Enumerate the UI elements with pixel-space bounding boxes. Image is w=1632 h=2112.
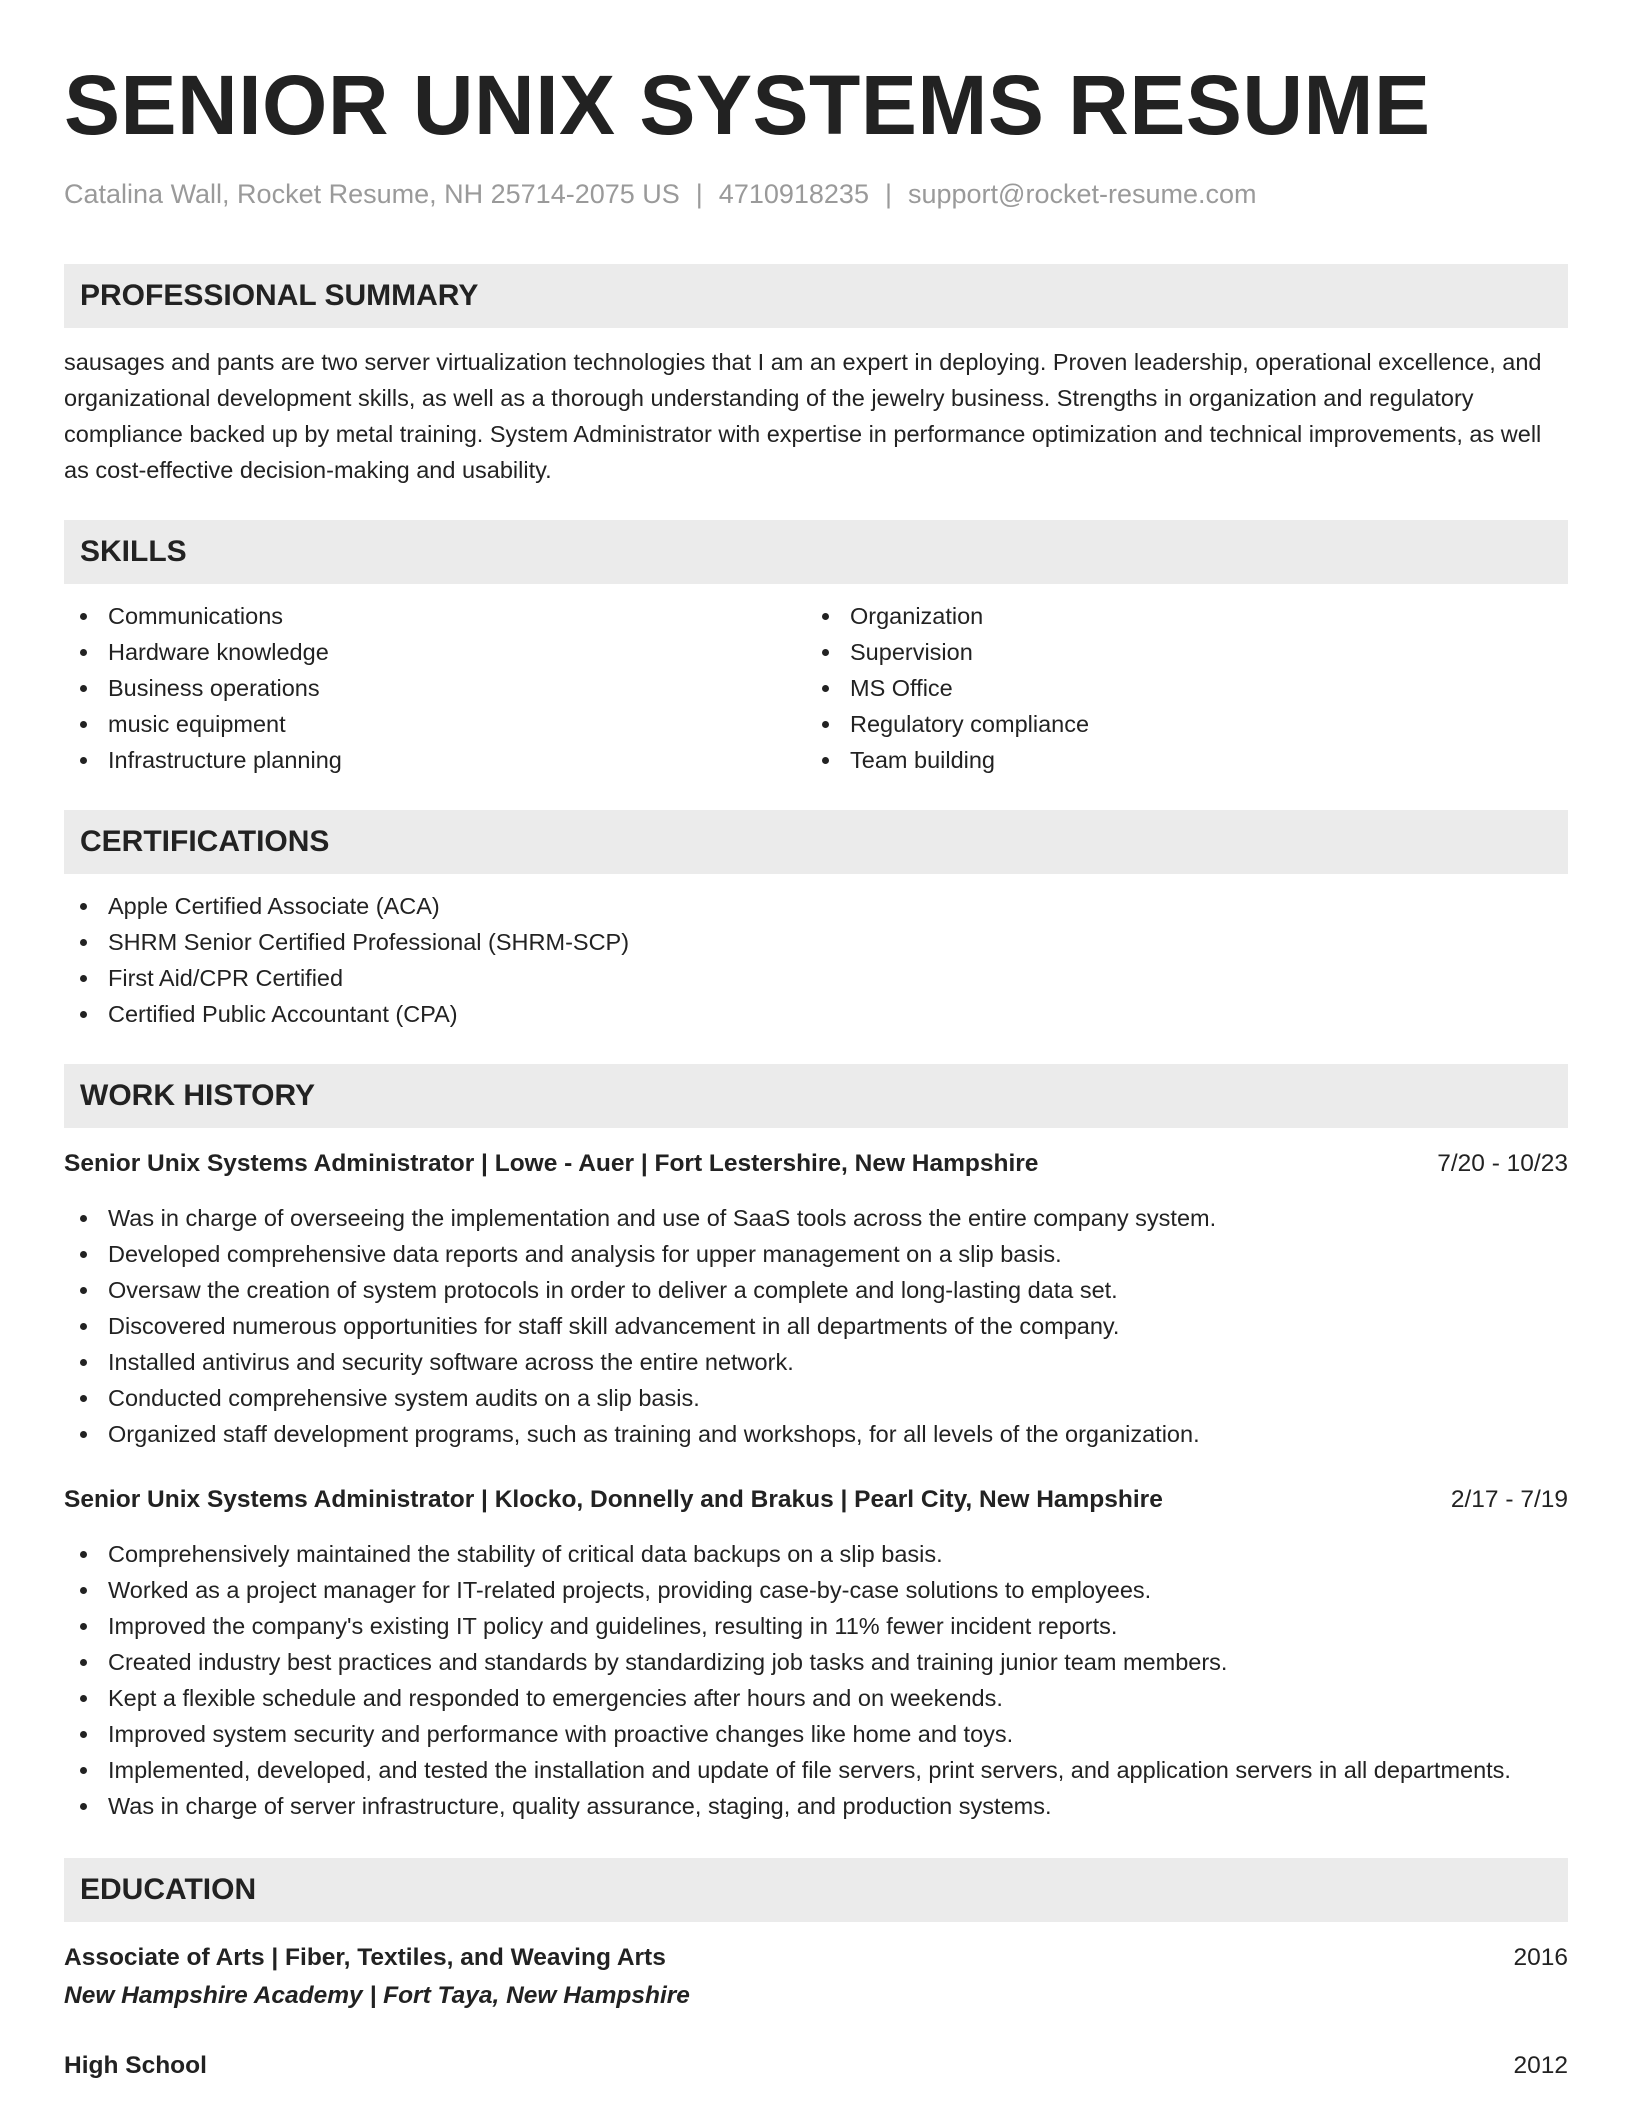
contact-phone: 4710918235 [718,179,869,209]
job-bullet: Improved the company's existing IT policy and guidelines, resulting in 11% fewer incident reports. [64,1608,1568,1644]
education-degree: High School [64,2052,207,2079]
section-heading-skills: SKILLS [64,520,1568,584]
job-bullet: Oversaw the creation of system protocols in order to deliver a complete and long-lasting data set. [64,1272,1568,1308]
contact-line [64,176,1568,212]
education-school: New Hampshire Academy | Fort Taya, New Hampshire [64,1982,690,2009]
education-degree: Associate of Arts | Fiber, Textiles, and Weaving Arts [64,1944,666,1971]
education-header [64,2048,1568,2084]
certification-item: Apple Certified Associate (ACA) [64,888,1568,924]
job-bullet: Kept a flexible schedule and responded to emergencies after hours and on weekends. [64,1680,1568,1716]
skill-item: Communications [64,598,806,634]
job-bullet: Comprehensively maintained the stability of critical data backups on a slip basis. [64,1536,1568,1572]
job-dates: 2/17 - 7/19 [1450,1486,1568,1513]
certification-item: Certified Public Accountant (CPA) [64,996,1568,1032]
section-heading-summary: PROFESSIONAL SUMMARY [64,264,1568,328]
job-bullet-list [64,1200,1568,1452]
skill-item: music equipment [64,706,806,742]
job-bullet: Implemented, developed, and tested the installation and update of file servers, print servers, and application servers in all departments. [64,1752,1568,1788]
job-bullet: Worked as a project manager for IT-related projects, providing case-by-case solutions to employees. [64,1572,1568,1608]
certification-item: SHRM Senior Certified Professional (SHRM-SCP) [64,924,1568,960]
job-bullet: Was in charge of server infrastructure, quality assurance, staging, and production systems. [64,1788,1568,1824]
education-year: 2016 [1513,1944,1568,1971]
skill-item: Hardware knowledge [64,634,806,670]
skill-item: Team building [806,742,1568,778]
skill-item: Infrastructure planning [64,742,806,778]
skill-item: Organization [806,598,1568,634]
skills-column-right [806,598,1568,778]
skills-column-left [64,598,806,778]
job-bullet: Created industry best practices and standards by standardizing job tasks and training junior team members. [64,1644,1568,1680]
skill-item: Business operations [64,670,806,706]
skills-list [64,598,1568,778]
section-heading-work-history: WORK HISTORY [64,1064,1568,1128]
job-bullet: Organized staff development programs, such as training and workshops, for all levels of the organization. [64,1416,1568,1452]
section-heading-education: EDUCATION [64,1858,1568,1922]
job-bullet: Was in charge of overseeing the implementation and use of SaaS tools across the entire company system. [64,1200,1568,1236]
job-bullet: Improved system security and performance with proactive changes like home and toys. [64,1716,1568,1752]
job-header [64,1482,1568,1518]
education-year: 2012 [1513,2052,1568,2079]
contact-separator: | [884,179,892,209]
job-bullet-list [64,1536,1568,1824]
job-title: Senior Unix Systems Administrator | Klocko, Donnelly and Brakus | Pearl City, New Hampshire [64,1486,1163,1513]
job-bullet: Conducted comprehensive system audits on a slip basis. [64,1380,1568,1416]
job-header [64,1146,1568,1182]
contact-address: Catalina Wall, Rocket Resume, NH 25714-2075 US [64,179,680,209]
job-dates: 7/20 - 10/23 [1437,1150,1568,1177]
contact-separator: | [695,179,703,209]
job-title: Senior Unix Systems Administrator | Lowe - Auer | Fort Lestershire, New Hampshire [64,1150,1039,1177]
section-heading-certifications: CERTIFICATIONS [64,810,1568,874]
skill-item: Supervision [806,634,1568,670]
job-bullet: Discovered numerous opportunities for staff skill advancement in all departments of the company. [64,1308,1568,1344]
contact-email: support@rocket-resume.com [907,179,1257,209]
summary-text: sausages and pants are two server virtualization technologies that I am an expert in deploying. Proven leadership, operational excellence, and organizational development skills, as well as a thorough understanding of the jewelry business. Strengths in organization and regulatory compliance backed up by metal training. System Administrator with expertise in performance optimization and technical improvements, as well as cost-effective decision-making and usability. [64,349,1542,483]
job-bullet: Installed antivirus and security software across the entire network. [64,1344,1568,1380]
skill-item: MS Office [806,670,1568,706]
page-title: SENIOR UNIX SYSTEMS RESUME [64,58,1431,152]
job-bullet: Developed comprehensive data reports and analysis for upper management on a slip basis. [64,1236,1568,1272]
certification-item: First Aid/CPR Certified [64,960,1568,996]
education-header [64,1940,1568,1976]
certifications-list [64,888,1568,1032]
skill-item: Regulatory compliance [806,706,1568,742]
